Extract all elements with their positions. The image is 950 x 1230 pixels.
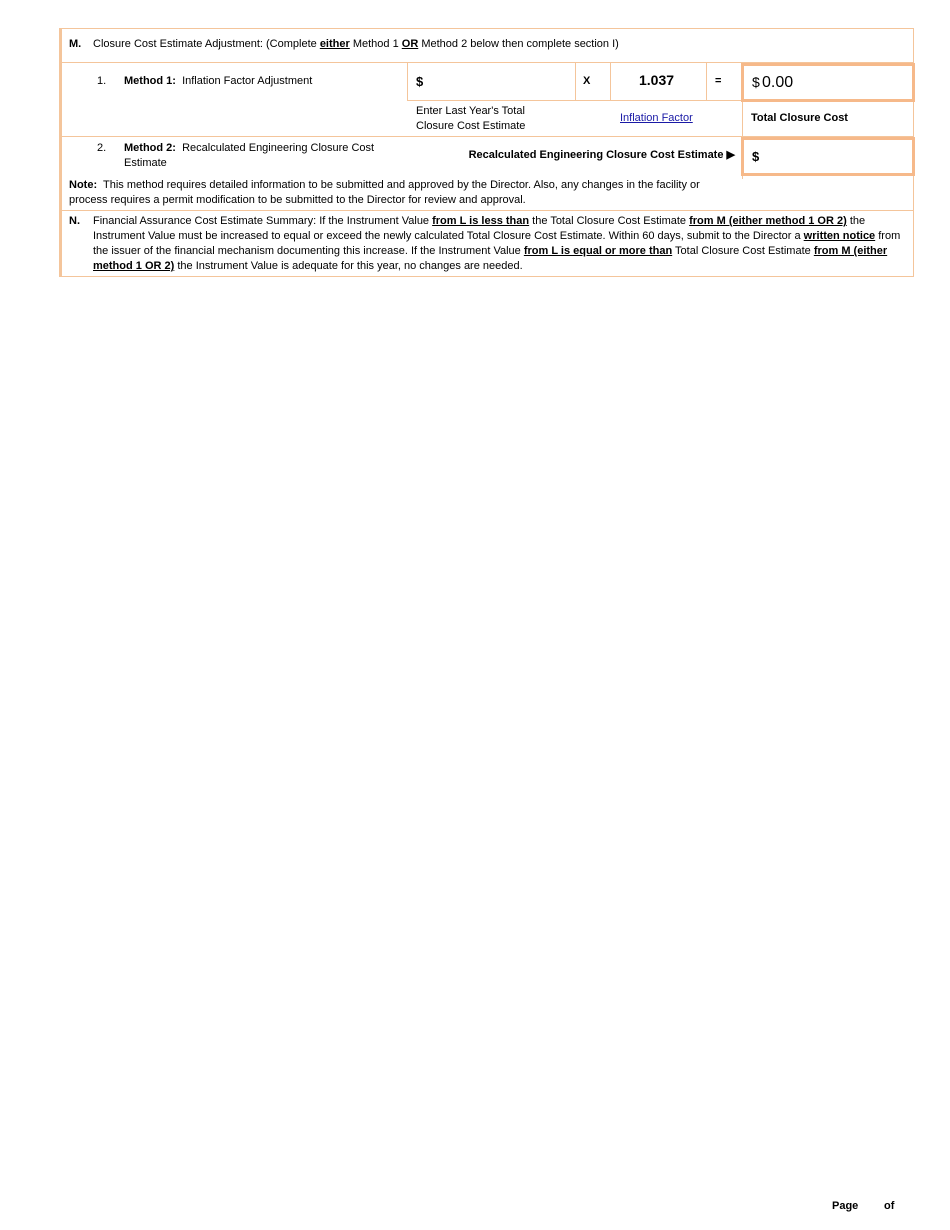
divider xyxy=(610,62,611,100)
section-n-text: the Instrument Value is adequate for this year, no changes are needed. xyxy=(174,260,523,272)
section-n-text: from the issuer of the financial mechanism documenting this increase. If the Instrument Value xyxy=(93,230,901,257)
method1-label-bold: Method 1: xyxy=(124,75,176,87)
equals-sign: = xyxy=(715,75,722,87)
note-line2: process requires a permit modification to be submitted to the Director for review and approval. xyxy=(69,194,526,206)
heading-either: either xyxy=(319,38,350,50)
method1-number: 1. xyxy=(97,75,107,87)
note-label: Note: xyxy=(69,179,98,191)
dollar-sign: $ xyxy=(416,74,424,89)
recalculated-estimate-label xyxy=(469,148,735,163)
right-arrow-icon: ▶ xyxy=(726,149,735,161)
section-n-emphasis: from M (either method 1 OR 2) xyxy=(93,245,888,272)
input-caption-line2: Closure Cost Estimate xyxy=(416,120,526,132)
inflation-factor-link[interactable]: Inflation Factor xyxy=(620,112,693,124)
dollar-sign: $ xyxy=(752,149,760,164)
last-year-estimate-input[interactable] xyxy=(408,63,575,100)
method2-label-line2: Estimate xyxy=(124,157,167,169)
method1-label xyxy=(124,74,312,89)
divider xyxy=(706,62,707,100)
section-n-paragraph xyxy=(93,214,911,274)
total-closure-cost-field[interactable] xyxy=(741,63,915,102)
heading-or: OR xyxy=(401,38,419,50)
section-m-heading xyxy=(93,37,619,52)
section-n-emphasis: from L is less than xyxy=(432,215,530,227)
method2-label-text: Recalculated Engineering Closure Cost xyxy=(182,142,375,154)
inflation-factor-value: 1.037 xyxy=(639,72,675,88)
input-caption-line1: Enter Last Year's Total xyxy=(416,105,525,117)
recalculated-estimate-field[interactable] xyxy=(741,137,915,176)
method1-label-text: Inflation Factor Adjustment xyxy=(182,75,313,87)
note-line1 xyxy=(69,178,700,193)
heading-text: Closure Cost Estimate Adjustment: (Complete xyxy=(93,38,320,50)
multiply-sign: X xyxy=(583,75,591,87)
heading-text: Method 2 below then complete section I) xyxy=(418,38,619,50)
heading-text: Method 1 xyxy=(349,38,402,50)
method2-number: 2. xyxy=(97,142,107,154)
of-label: of xyxy=(884,1200,895,1212)
section-n-emphasis: written notice xyxy=(803,230,876,242)
total-closure-cost-caption: Total Closure Cost xyxy=(751,112,848,124)
section-n-text: Total Closure Cost Estimate xyxy=(672,245,814,257)
section-n-text: the Total Closure Cost Estimate xyxy=(529,215,690,227)
section-n-text: the Instrument Value must be increased to equal or exceed the newly calculated Total Closure Cost Estimate. Within 60 days, submit to the Director a xyxy=(93,215,866,242)
recalculated-estimate-text: Recalculated Engineering Closure Cost Estimate xyxy=(468,149,724,161)
divider xyxy=(61,210,914,211)
note-text: This method requires detailed information to be submitted and approved by the Director. Also, any changes in the facility or xyxy=(103,179,700,191)
section-n-letter: N. xyxy=(69,215,80,227)
total-value: 0.00 xyxy=(762,74,794,91)
section-n-emphasis: from L is equal or more than xyxy=(523,245,673,257)
divider xyxy=(575,62,576,100)
section-n-emphasis: from M (either method 1 OR 2) xyxy=(689,215,847,227)
method2-label-bold: Method 2: xyxy=(124,142,176,154)
page-label: Page xyxy=(832,1200,859,1212)
section-m-letter: M. xyxy=(69,38,82,50)
method2-label xyxy=(124,141,374,156)
section-n-text: Financial Assurance Cost Estimate Summary: If the Instrument Value xyxy=(93,215,433,227)
divider xyxy=(407,100,743,101)
total-currency: $ xyxy=(752,74,760,90)
